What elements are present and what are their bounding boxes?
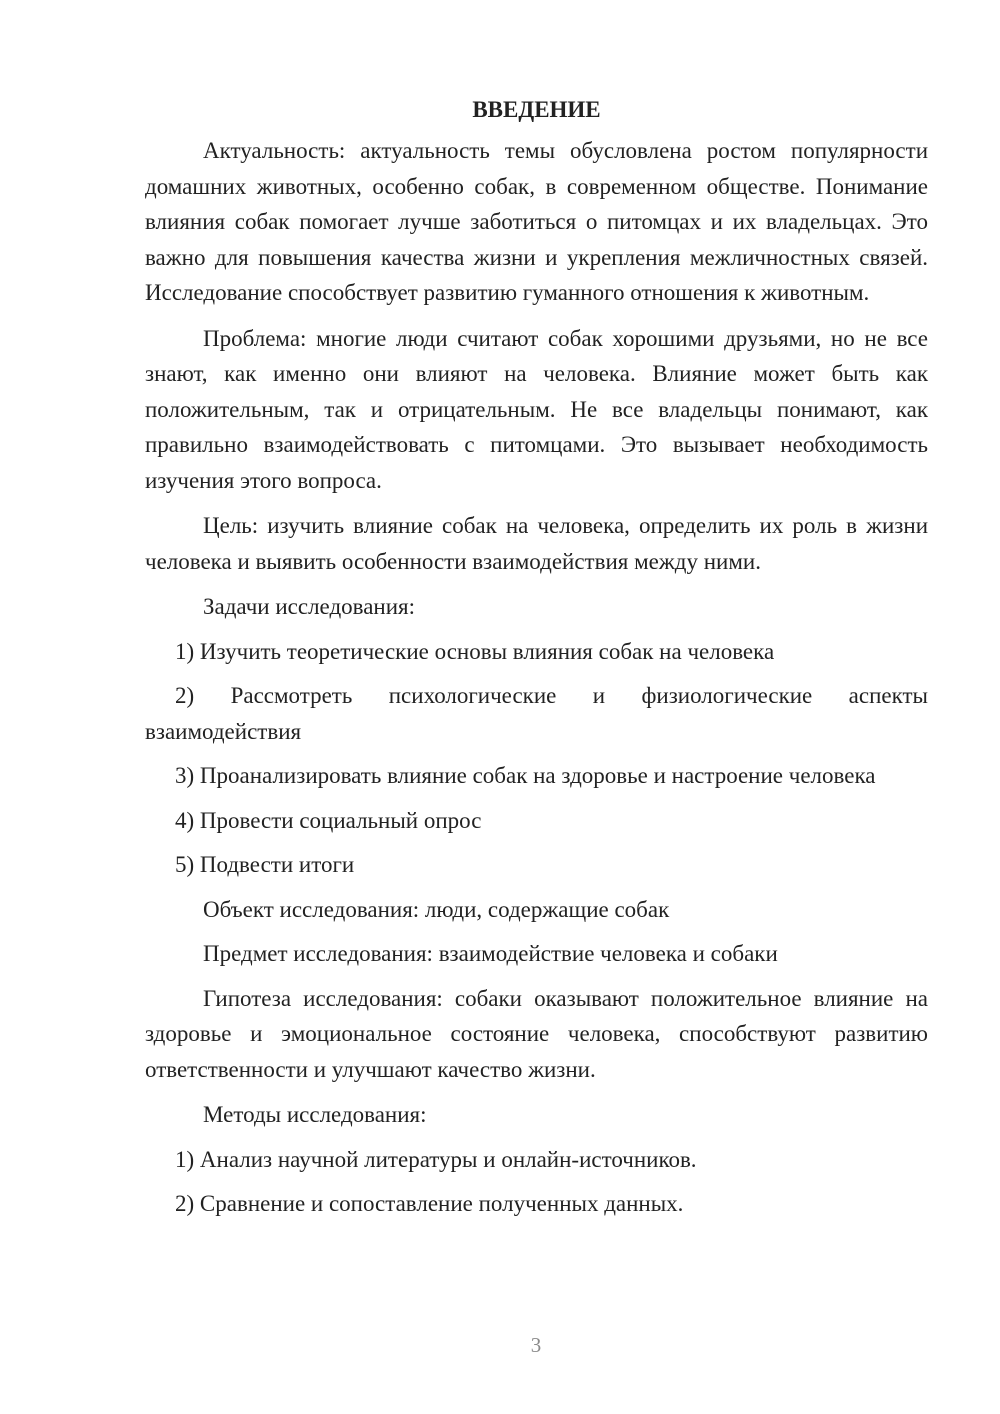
page-content	[145, 92, 928, 1231]
problem-paragraph: Проблема: многие люди считают собак хорошими друзьями, но не все знают, как именно они влияют на человека. Влияние может быть как положительным, так и отрицательным. Не все владельцы понимают, как правильно взаимодействовать с питомцами. Это вызывает необходимость изучения этого вопроса.	[145, 325, 928, 493]
task-item: 3) Проанализировать влияние собак на здоровье и настроение человека	[175, 763, 876, 788]
tasks-title: Задачи исследования:	[203, 594, 416, 619]
task-item: 4) Провести социальный опрос	[175, 807, 482, 833]
task-item: 2) Рассмотреть психологические и физиологические аспекты взаимодействия	[145, 683, 928, 744]
goal-paragraph: Цель: изучить влияние собак на человека, определить их роль в жизни человека и выявить особенности взаимодействия между ними.	[145, 513, 928, 574]
research-subject: Предмет исследования: взаимодействие человека и собаки	[203, 941, 778, 966]
hypothesis-paragraph: Гипотеза исследования: собаки оказывают положительное влияние на здоровье и эмоциональное состояние человека, способствуют развитию ответственности и улучшают качество жизни.	[145, 985, 928, 1082]
method-item: 1) Анализ научной литературы и онлайн-источников.	[175, 1146, 697, 1172]
relevance-paragraph: Актуальность: актуальность темы обусловлена ростом популярности домашних животных, особенно собак, в современном обществе. Понимание влияния собак помогает лучше заботиться о питомцах и их владельцах. Это важно для повышения качества жизни и укрепления межличностных связей. Исследование способствует развитию гуманного отношения к животным.	[145, 138, 928, 305]
task-item: 1) Изучить теоретические основы влияния собак на человека	[175, 638, 775, 664]
methods-title: Методы исследования:	[203, 1102, 427, 1127]
page-number: 3	[530, 1333, 542, 1357]
task-item: 5) Подвести итоги	[175, 852, 355, 877]
method-item: 2) Сравнение и сопоставление полученных данных.	[175, 1191, 684, 1216]
section-heading: ВВЕДЕНИЕ	[472, 97, 601, 122]
research-object: Объект исследования: люди, содержащие собак	[203, 896, 670, 922]
